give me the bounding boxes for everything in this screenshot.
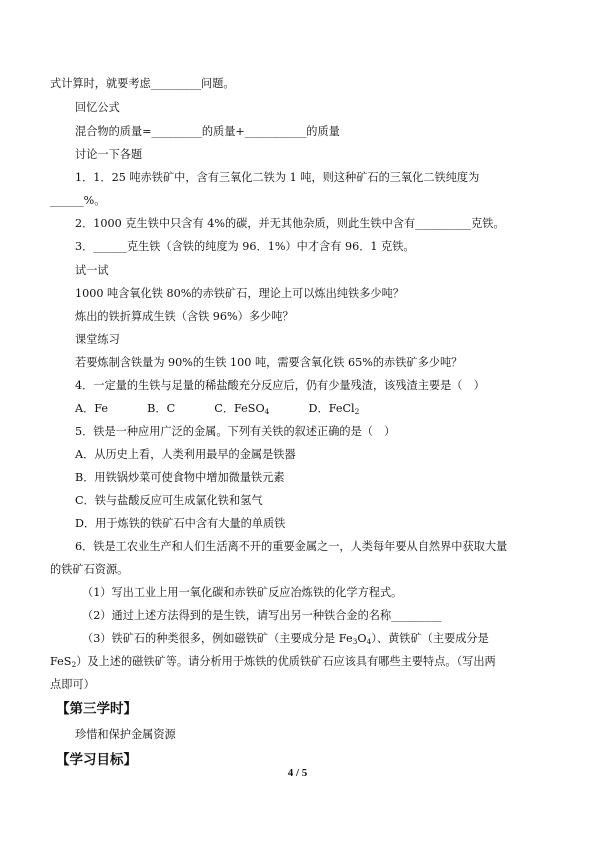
text-line: C．铁与盐酸反应可生成氯化铁和氢气 xyxy=(75,494,263,507)
text-line: （1）写出工业上用一氧化碳和赤铁矿反应冶炼铁的化学方程式。 xyxy=(82,586,403,599)
text-line: 回忆公式 xyxy=(75,101,120,114)
text-line: 课堂练习 xyxy=(75,333,120,346)
text-line: 炼出的铁折算成生铁（含铁 96%）多少吨？ xyxy=(75,310,294,323)
text-line: ______%。 xyxy=(50,194,106,207)
option-a: A．Fe xyxy=(75,402,109,415)
text-line: 5．铁是一种应用广泛的金属。下列有关铁的叙述正确的是（ ） xyxy=(75,425,396,438)
option-d: D．FeCl$_2$ xyxy=(308,402,360,416)
text-line: 6．铁是工农业生产和人们生活离不开的重要金属之一，人类每年要从自然界中获取大量 xyxy=(75,540,508,553)
text-line: （2）通过上述方法得到的是生铁，请写出另一种铁合金的名称_________ xyxy=(82,609,442,622)
text-line: FeS$_2$）及上述的磁铁矿等。请分析用于炼铁的优质铁矿石应该具有哪些主要特点。（写出两 xyxy=(50,655,496,669)
text-line: 若要炼制含铁量为 90%的生铁 100 吨，需要含氧化铁 65%的赤铁矿多少吨？ xyxy=(75,356,463,369)
text-line: 4．一定量的生铁与足量的稀盐酸充分反应后，仍有少量残渣，该残渣主要是（ ） xyxy=(75,379,485,392)
text-line: 1．1．25 吨赤铁矿中，含有三氧化二铁为 1 吨，则这种矿石的三氧化二铁纯度为 xyxy=(75,171,480,184)
text-line: 点即可） xyxy=(50,678,95,691)
text-line: 珍惜和保护金属资源 xyxy=(75,728,176,741)
text-line: 2．1000 克生铁中只含有 4%的碳，并无其他杂质，则此生铁中含有__________克铁。 xyxy=(75,217,505,230)
text-line: D．用于炼铁的铁矿石中含有大量的单质铁 xyxy=(75,517,286,530)
section-heading: 【学习目标】 xyxy=(56,752,137,768)
section-heading: 【第三学时】 xyxy=(56,701,137,717)
text-line: 混合物的质量=_________的质量+___________的质量 xyxy=(75,125,340,138)
text-line: 1000 吨含氧化铁 80%的赤铁矿石，理论上可以炼出纯铁多少吨？ xyxy=(75,287,404,300)
text-line: B．用铁锅炒菜可使食物中增加微量铁元素 xyxy=(75,471,285,484)
text-line: A．从历史上看，人类利用最早的金属是铁器 xyxy=(75,448,296,461)
text-line: 试一试 xyxy=(75,264,109,277)
text-line: 讨论一下各题 xyxy=(75,148,143,161)
text-line: 的铁矿石资源。 xyxy=(50,563,129,576)
answer-options-row xyxy=(75,401,359,417)
option-b: B．C xyxy=(147,402,176,415)
text-line: （3）铁矿石的种类很多，例如磁铁矿（主要成分是 $Fe_3O_4$）、黄铁矿（主要成分是 xyxy=(82,632,489,646)
text-line: 3．______克生铁（含铁的纯度为 96．1%）中才含有 96．1 克铁。 xyxy=(75,240,415,253)
page-number: 4 / 5 xyxy=(287,767,308,779)
text-line: 式计算时，就要考虑_________问题。 xyxy=(50,77,235,90)
option-c: C．FeSO$_4$ xyxy=(214,402,270,416)
